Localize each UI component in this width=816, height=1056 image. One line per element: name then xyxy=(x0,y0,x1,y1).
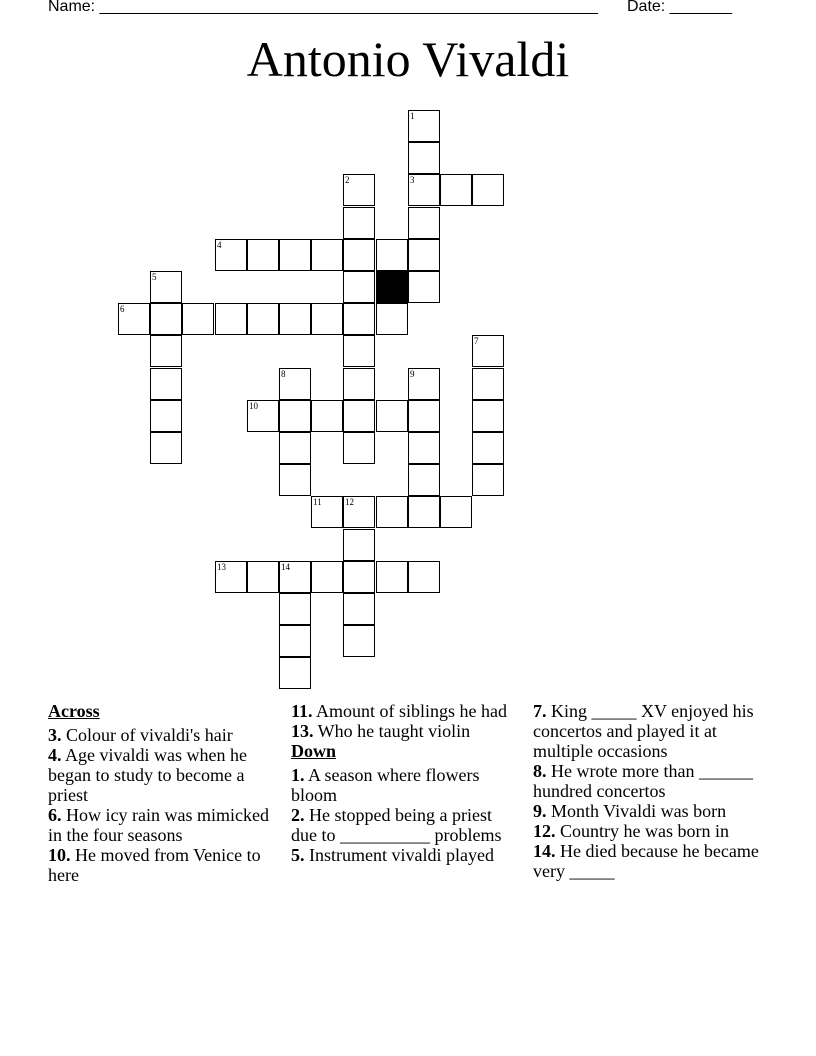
clue-text: Colour of vivaldi's hair xyxy=(61,725,233,745)
crossword-cell[interactable] xyxy=(343,303,375,335)
crossword-cell[interactable] xyxy=(215,561,247,593)
crossword-cell[interactable] xyxy=(343,174,375,206)
crossword-cell[interactable] xyxy=(279,625,311,657)
clue-down-9 xyxy=(533,801,773,821)
clue-number: 2. xyxy=(291,805,305,825)
crossword-cell[interactable] xyxy=(279,561,311,593)
clue-number: 4. xyxy=(48,745,62,765)
clue-number: 11. xyxy=(291,701,313,721)
crossword-cell[interactable] xyxy=(343,368,375,400)
crossword-cell[interactable] xyxy=(311,303,343,335)
cell-number: 10 xyxy=(249,401,258,411)
crossword-cell[interactable] xyxy=(343,271,375,303)
clue-across-6 xyxy=(48,805,278,845)
crossword-cell[interactable] xyxy=(472,464,504,496)
cell-number: 4 xyxy=(217,240,222,250)
clue-down-14 xyxy=(533,841,773,881)
crossword-cell[interactable] xyxy=(408,207,440,239)
clue-number: 3. xyxy=(48,725,62,745)
clue-text: He stopped being a priest due to __________ problems xyxy=(291,805,502,845)
crossword-cell[interactable] xyxy=(408,464,440,496)
clue-number: 10. xyxy=(48,845,71,865)
crossword-cell[interactable] xyxy=(150,432,182,464)
clue-text: Age vivaldi was when he began to study to become a priest xyxy=(48,745,247,805)
crossword-cell[interactable] xyxy=(311,496,343,528)
crossword-cell[interactable] xyxy=(408,561,440,593)
clue-number: 14. xyxy=(533,841,556,861)
crossword-cell[interactable] xyxy=(472,400,504,432)
crossword-cell[interactable] xyxy=(376,400,408,432)
crossword-cell[interactable] xyxy=(343,593,375,625)
clues-column-3 xyxy=(533,701,773,881)
clue-number: 13. xyxy=(291,721,314,741)
crossword-cell[interactable] xyxy=(247,303,279,335)
crossword-cell[interactable] xyxy=(472,432,504,464)
crossword-cell[interactable] xyxy=(279,368,311,400)
crossword-cell[interactable] xyxy=(408,400,440,432)
name-field-label: Name: ________________________________________________________ xyxy=(48,0,598,15)
crossword-cell[interactable] xyxy=(472,368,504,400)
crossword-block-cell xyxy=(376,271,408,303)
crossword-cell[interactable] xyxy=(150,271,182,303)
clue-across-3 xyxy=(48,725,278,745)
clue-text: He wrote more than ______ hundred concertos xyxy=(533,761,753,801)
crossword-cell[interactable] xyxy=(343,207,375,239)
crossword-cell[interactable] xyxy=(376,303,408,335)
clue-across-4 xyxy=(48,745,278,805)
down-heading: Down xyxy=(291,741,337,761)
clue-text: Who he taught violin xyxy=(313,721,471,741)
clue-text: Month Vivaldi was born xyxy=(546,801,727,821)
clue-number: 12. xyxy=(533,821,556,841)
cell-number: 7 xyxy=(474,336,479,346)
clue-down-2 xyxy=(291,805,521,845)
clue-number: 1. xyxy=(291,765,305,785)
clue-across-11 xyxy=(291,701,521,721)
crossword-cell[interactable] xyxy=(343,400,375,432)
crossword-cell[interactable] xyxy=(182,303,214,335)
clue-text: Amount of siblings he had xyxy=(312,701,508,721)
page-title: Antonio Vivaldi xyxy=(246,31,570,87)
across-heading: Across xyxy=(48,701,100,721)
cell-number: 2 xyxy=(345,175,350,185)
cell-number: 12 xyxy=(345,497,354,507)
crossword-cell[interactable] xyxy=(408,142,440,174)
crossword-cell[interactable] xyxy=(343,335,375,367)
cell-number: 1 xyxy=(410,111,415,121)
crossword-cell[interactable] xyxy=(215,303,247,335)
crossword-cell[interactable] xyxy=(215,239,247,271)
date-field-label: Date: _______ xyxy=(627,0,732,15)
crossword-cell[interactable] xyxy=(343,561,375,593)
crossword-cell[interactable] xyxy=(279,593,311,625)
crossword-cell[interactable] xyxy=(279,303,311,335)
cell-number: 11 xyxy=(313,497,322,507)
crossword-cell[interactable] xyxy=(376,561,408,593)
crossword-cell[interactable] xyxy=(118,303,150,335)
clue-number: 5. xyxy=(291,845,305,865)
cell-number: 9 xyxy=(410,369,415,379)
crossword-cell[interactable] xyxy=(472,174,504,206)
crossword-cell[interactable] xyxy=(408,496,440,528)
crossword-cell[interactable] xyxy=(150,400,182,432)
clue-text: King _____ XV enjoyed his concertos and played it at multiple occasions xyxy=(533,701,754,761)
crossword-cell[interactable] xyxy=(311,561,343,593)
crossword-cell[interactable] xyxy=(311,239,343,271)
clue-number: 6. xyxy=(48,805,62,825)
crossword-cell[interactable] xyxy=(408,271,440,303)
clue-text: A season where flowers bloom xyxy=(291,765,480,805)
crossword-cell[interactable] xyxy=(440,174,472,206)
clue-down-12 xyxy=(533,821,773,841)
crossword-cell[interactable] xyxy=(343,239,375,271)
clues-column-2 xyxy=(291,701,521,865)
crossword-cell[interactable] xyxy=(376,239,408,271)
crossword-cell[interactable] xyxy=(150,335,182,367)
crossword-cell[interactable] xyxy=(279,239,311,271)
crossword-cell[interactable] xyxy=(247,400,279,432)
clue-number: 9. xyxy=(533,801,547,821)
crossword-cell[interactable] xyxy=(150,303,182,335)
clue-text: Country he was born in xyxy=(555,821,729,841)
crossword-cell[interactable] xyxy=(408,432,440,464)
crossword-cell[interactable] xyxy=(408,368,440,400)
crossword-cell[interactable] xyxy=(247,561,279,593)
clue-across-10 xyxy=(48,845,278,885)
clue-text: How icy rain was mimicked in the four seasons xyxy=(48,805,269,845)
crossword-cell[interactable] xyxy=(343,625,375,657)
crossword-cell[interactable] xyxy=(343,496,375,528)
clues-column-1 xyxy=(48,701,278,885)
crossword-cell[interactable] xyxy=(150,368,182,400)
crossword-cell[interactable] xyxy=(279,464,311,496)
clue-down-7 xyxy=(533,701,773,761)
clue-down-1 xyxy=(291,765,521,805)
crossword-cell[interactable] xyxy=(311,400,343,432)
crossword-cell[interactable] xyxy=(376,496,408,528)
cell-number: 14 xyxy=(281,562,290,572)
crossword-cell[interactable] xyxy=(279,400,311,432)
clue-down-8 xyxy=(533,761,773,801)
clue-text: Instrument vivaldi played xyxy=(304,845,494,865)
crossword-cell[interactable] xyxy=(279,657,311,689)
crossword-cell[interactable] xyxy=(408,239,440,271)
clue-across-13 xyxy=(291,721,521,741)
crossword-cell[interactable] xyxy=(279,432,311,464)
cell-number: 8 xyxy=(281,369,286,379)
crossword-cell[interactable] xyxy=(343,529,375,561)
cell-number: 6 xyxy=(120,304,125,314)
crossword-cell[interactable] xyxy=(408,174,440,206)
cell-number: 5 xyxy=(152,272,157,282)
cell-number: 13 xyxy=(217,562,226,572)
cell-number: 3 xyxy=(410,175,415,185)
crossword-cell[interactable] xyxy=(472,335,504,367)
crossword-cell[interactable] xyxy=(408,110,440,142)
clue-number: 7. xyxy=(533,701,547,721)
clue-number: 8. xyxy=(533,761,547,781)
crossword-cell[interactable] xyxy=(440,496,472,528)
clue-text: He moved from Venice to here xyxy=(48,845,261,885)
crossword-cell[interactable] xyxy=(343,432,375,464)
clue-down-5 xyxy=(291,845,521,865)
crossword-cell[interactable] xyxy=(247,239,279,271)
clue-text: He died because he became very _____ xyxy=(533,841,759,881)
